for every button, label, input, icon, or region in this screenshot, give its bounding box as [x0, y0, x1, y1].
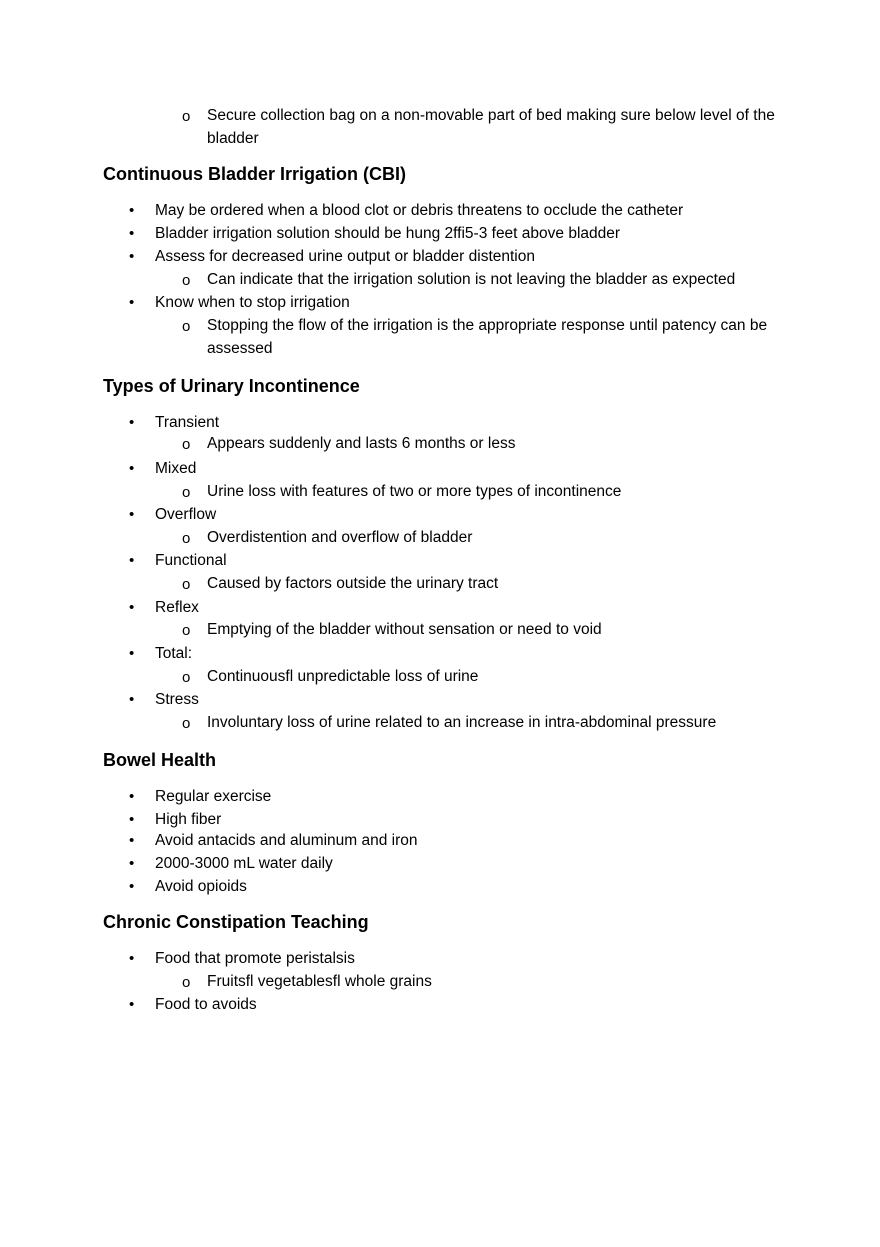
bullet-text: Stress	[155, 691, 199, 708]
sub-bullet-marker: o	[182, 974, 191, 991]
section-heading-constipation: Chronic Constipation Teaching	[103, 912, 369, 932]
bullet-marker: •	[129, 855, 135, 872]
sub-bullet-text: Appears suddenly and lasts 6 months or less	[207, 435, 516, 452]
bullet-marker: •	[129, 645, 135, 662]
bullet-marker: •	[129, 878, 135, 895]
bullet-text: Regular exercise	[155, 788, 272, 805]
sub-bullet-text: Involuntary loss of urine related to an increase in intra-abdominal pressure	[207, 714, 717, 731]
bullet-marker: •	[129, 294, 135, 311]
bullet-text: Functional	[155, 552, 227, 569]
sub-bullet-text: Urine loss with features of two or more types of incontinence	[207, 483, 622, 500]
bullet-text: 2000-3000 mL water daily	[155, 855, 333, 872]
bullet-marker: •	[129, 460, 135, 477]
sub-bullet-text: Overdistention and overflow of bladder	[207, 529, 473, 546]
section-heading-cbi: Continuous Bladder Irrigation (CBI)	[103, 164, 406, 184]
bullet-marker: •	[129, 599, 135, 616]
sub-bullet-marker: o	[182, 715, 191, 732]
bullet-marker: •	[129, 225, 135, 242]
bullet-text: Avoid antacids and aluminum and iron	[155, 832, 418, 849]
bullet-text: Reflex	[155, 599, 199, 616]
sub-bullet-text: Stopping the flow of the irrigation is the appropriate response until patency can be assessed	[207, 317, 768, 357]
sub-bullet-marker: o	[182, 669, 191, 686]
bullet-text: Transient	[155, 414, 220, 431]
bullet-text: Bladder irrigation solution should be hung 2ffi5-3 feet above bladder	[155, 225, 621, 242]
sub-bullet-text: Continuousfl unpredictable loss of urine	[207, 668, 479, 685]
bullet-marker: •	[129, 832, 135, 849]
bullet-marker: •	[129, 248, 135, 265]
sub-bullet-marker: o	[182, 436, 191, 453]
sub-bullet-marker: o	[182, 622, 191, 639]
sub-bullet-text: Secure collection bag on a non-movable part of bed making sure below level of the bladder	[207, 107, 775, 147]
bullet-text: May be ordered when a blood clot or debris threatens to occlude the catheter	[155, 202, 684, 219]
bullet-marker: •	[129, 202, 135, 219]
bullet-text: Food that promote peristalsis	[155, 950, 355, 967]
sub-bullet-marker: o	[182, 530, 191, 547]
sub-bullet-marker: o	[182, 576, 191, 593]
bullet-marker: •	[129, 996, 135, 1013]
section-heading-incontinence: Types of Urinary Incontinence	[103, 376, 360, 396]
sub-bullet-text: Caused by factors outside the urinary tract	[207, 575, 499, 592]
sub-bullet-marker: o	[182, 318, 191, 335]
bullet-marker: •	[129, 506, 135, 523]
bullet-marker: •	[129, 552, 135, 569]
sub-bullet-marker: o	[182, 108, 191, 125]
bullet-text: Overflow	[155, 506, 217, 523]
bullet-marker: •	[129, 950, 135, 967]
bullet-text: Avoid opioids	[155, 878, 247, 895]
section-heading-bowel-health: Bowel Health	[103, 750, 217, 770]
sub-bullet-text: Can indicate that the irrigation solution is not leaving the bladder as expected	[207, 271, 736, 288]
bullet-text: Total:	[155, 645, 193, 662]
bullet-marker: •	[129, 788, 135, 805]
bullet-marker: •	[129, 811, 135, 828]
sub-bullet-marker: o	[182, 272, 191, 289]
sub-bullet-text: Emptying of the bladder without sensation or need to void	[207, 621, 602, 638]
bullet-text: Know when to stop irrigation	[155, 294, 350, 311]
bullet-text: Food to avoids	[155, 996, 257, 1013]
bullet-text: Mixed	[155, 460, 197, 477]
sub-bullet-marker: o	[182, 484, 191, 501]
sub-bullet-text: Fruitsfl vegetablesfl whole grains	[207, 973, 432, 990]
bullet-text: Assess for decreased urine output or bladder distention	[155, 248, 535, 265]
bullet-text: High fiber	[155, 811, 222, 828]
bullet-marker: •	[129, 414, 135, 431]
bullet-marker: •	[129, 691, 135, 708]
